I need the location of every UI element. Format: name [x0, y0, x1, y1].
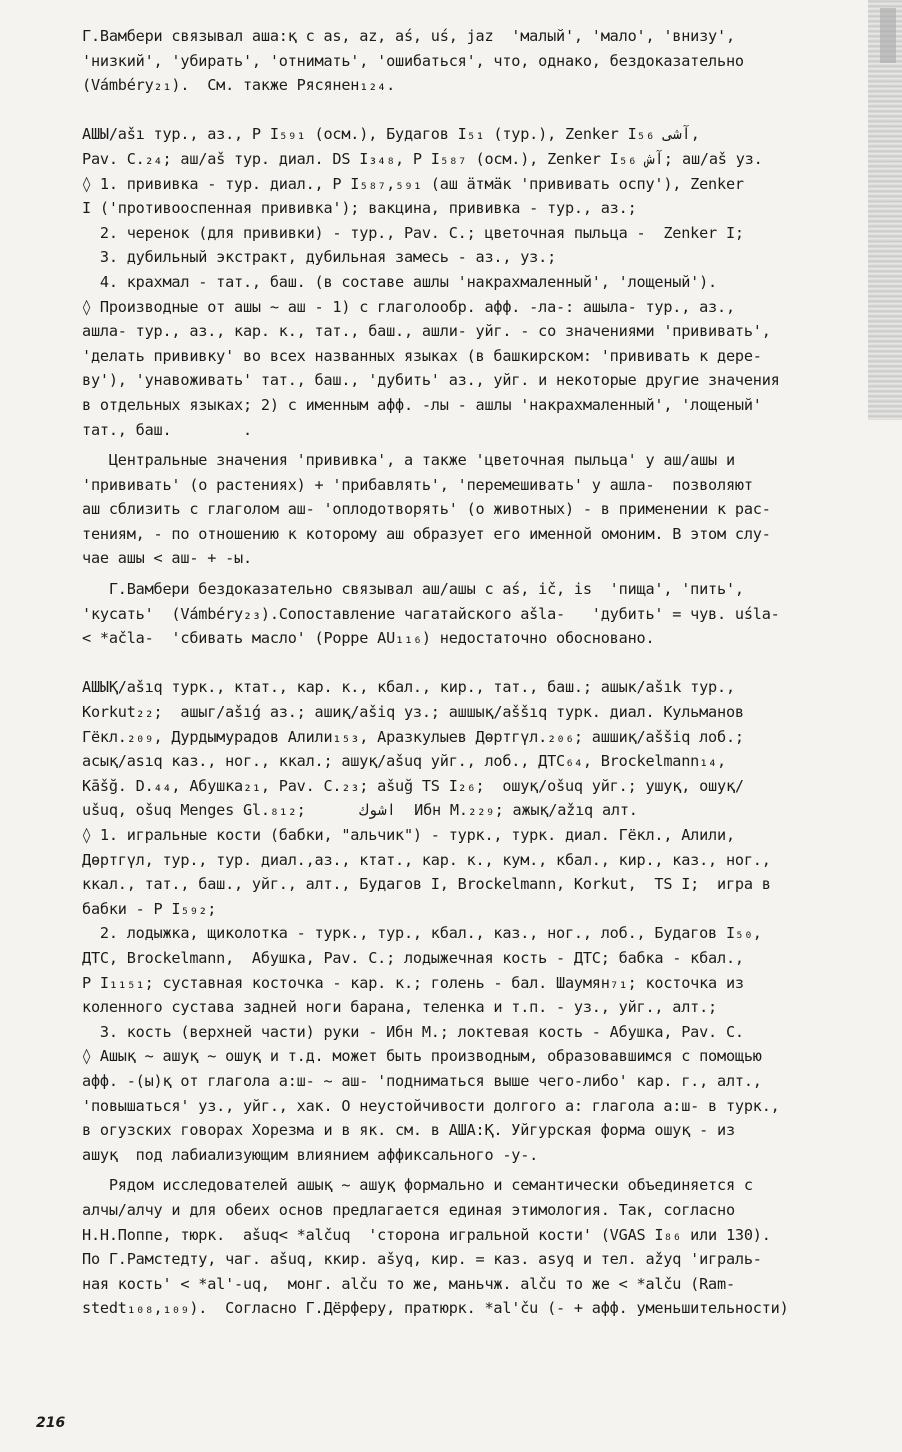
scan-edge-mark — [880, 8, 896, 63]
text-line: 'повышаться' уз., уйг., хак. О неустойчивости долгого а: глагола а:ш- в турк., — [82, 1096, 780, 1115]
text-line: ная кость' < *al'-uq, монг. alču то же, маньчж. alču то же < *alču (Ram- — [82, 1274, 735, 1293]
text-line: АШЫ/ašı тур., аз., Р I₅₉₁ (осм.), Будагов I₅₁ (тур.), Zenker I₅₆ آشى, — [82, 125, 700, 144]
text-line: асық/asıq каз., ног., ккал.; ашуқ/ašuq уйг., лоб., ДТС₆₄, Brockelmann₁₄, — [82, 752, 726, 771]
text-line: ◊ 1. игральные кости (бабки, "альчик") - турк., турк. диал. Гёкл., Алили, — [82, 826, 735, 844]
text-line: По Г.Рамстедту, чаг. ašuq, ккир. ašyq, кир. = каз. asyq и тел. ažyq 'играль- — [82, 1250, 762, 1269]
text-line: Pav. C.₂₄; аш/aš тур. диал. DS I₃₄₈, Р I₅₈₇ (осм.), Zenker I₅₆ آش; аш/aš уз. — [82, 149, 763, 168]
paragraph-gap — [82, 98, 882, 123]
text-line: ušuq, ošuq Menges Gl.₈₁₂; اشوك Ибн М.₂₂₉; ажық/ažıq алт. — [82, 801, 638, 820]
paragraph — [82, 577, 882, 651]
text-line: ДТС, Brockelmann, Абушка, Pav. C.; лодыжечная кость - ДТС; бабка - кбал., — [82, 948, 744, 967]
text-line: 'кусать' (Vámbéry₂₃).Сопоставление чагатайского ašla- 'дубить' = чув. uśla- — [82, 604, 780, 623]
text-line: Г.Вамбери бездоказательно связывал аш/ашы с aś, ič, is 'пища', 'пить', — [82, 580, 744, 599]
text-line: ву'), 'унавоживать' тат., баш., 'дубить' аз., уйг. и некоторые другие значения — [82, 371, 780, 390]
text-line: Р I₁₁₅₁; суставная косточка - кар. к.; голень - бал. Шаумян₇₁; косточка из — [82, 973, 744, 992]
text-line: Г.Вамбери связывал аша:қ с as, az, aś, uś, jaz 'малый', 'мало', 'внизу', — [82, 27, 735, 45]
text-line: тат., баш. . — [82, 420, 252, 439]
text-line: ашла- тур., аз., кар. к., тат., баш., ашли- уйг. - со значениями 'прививать', — [82, 322, 771, 341]
paragraph — [82, 1173, 882, 1321]
text-line: алчы/алчу и для обеих основ предлагается единая этимология. Так, согласно — [82, 1200, 735, 1219]
text-line: Центральные значения 'прививка', а также 'цветочная пыльца' у аш/ашы и — [82, 451, 735, 470]
paragraph-gap — [82, 651, 882, 676]
text-line: 3. кость (верхней части) руки - Ибн М.; локтевая кость - Абушка, Pav. C. — [82, 1022, 744, 1041]
text-line: тениям, - по отношению к которому аш образует его именной омоним. В этом слу- — [82, 524, 771, 543]
text-line: в огузских говорах Хорезма и в як. см. в АША:Қ. Уйгурская форма ошуқ - из — [82, 1121, 735, 1140]
text-line: stedt₁₀₈,₁₀₉). Согласно Г.Дёрферу, пратюрк. *al'ču (- + афф. уменьшительности) — [82, 1299, 789, 1318]
text-line: 2. черенок (для прививки) - тур., Pav. C.; цветочная пыльца - Zenker I; — [82, 223, 744, 242]
text-line: бабки - Р I₅₉₂; — [82, 899, 217, 918]
text-line: чае ашы < аш- + -ы. — [82, 549, 252, 568]
text-line: ◊ Ашық ~ ашуқ ~ ошуқ и т.д. может быть производным, образовавшимся с помощью — [82, 1047, 762, 1066]
text-line: коленного сустава задней ноги барана, теленка и т.п. - уз., уйг., алт.; — [82, 998, 717, 1017]
text-line: 4. крахмал - тат., баш. (в составе ашлы 'накрахмаленный', 'лощеный'). — [82, 272, 717, 291]
text-line: АШЫҚ/ašıq турк., ктат., кар. к., кбал., кир., тат., баш.; ашык/ašık тур., — [82, 678, 735, 697]
text-line: 'делать прививку' во всех названных языках (в башкирском: 'прививать к дере- — [82, 346, 762, 365]
text-line: Дөртгүл, тур., тур. диал.,аз., ктат., кар. к., кум., кбал., кир., каз., ног., — [82, 850, 771, 869]
paragraph — [82, 122, 882, 442]
text-line: 2. лодыжка, щиколотка - турк., тур., кбал., каз., ног., лоб., Будагов I₅₀, — [82, 924, 762, 943]
text-line: аш сблизить с глаголом аш- 'оплодотворять' (о животных) - в применении к рас- — [82, 500, 771, 519]
text-line: афф. -(ы)қ от глагола а:ш- ~ аш- 'подниматься выше чего-либо' кар. г., алт., — [82, 1071, 762, 1090]
text-line: ◊ Производные от ашы ~ аш - 1) с глаголообр. афф. -ла-: ашыла- тур., аз., — [82, 297, 735, 316]
paragraph — [82, 24, 882, 98]
paragraph — [82, 448, 882, 571]
text-line: 3. дубильный экстракт, дубильная замесь - аз., уз.; — [82, 248, 557, 267]
text-line: Рядом исследователей ашық ~ ашуқ формально и семантически объединяется с — [82, 1176, 753, 1195]
text-line: (Vámbéry₂₁). См. также Рясянен₁₂₄. — [82, 76, 396, 95]
text-line: 'низкий', 'убирать', 'отнимать', 'ошибаться', что, однако, бездоказательно — [82, 51, 744, 70]
page-number: 216 — [36, 1415, 66, 1431]
text-line: Н.Н.Поппе, тюрк. ašuq< *alčuq 'сторона игральной кости' (VGAS I₈₆ или 130). — [82, 1225, 771, 1244]
text-line: 'прививать' (о растениях) + 'прибавлять', 'перемешивать' у ашла- позволяют — [82, 475, 753, 494]
text-line: I ('противооспенная прививка'); вакцина, прививка - тур., аз.; — [82, 199, 637, 218]
dictionary-text-body — [82, 24, 882, 1321]
text-line: Kāšğ. D.₄₄, Абушка₂₁, Pav. C.₂₃; ašuğ TS I₂₆; ошуқ/ošuq уйг.; ушуқ, ошуқ/ — [82, 776, 744, 795]
text-line: < *ačla- 'сбивать масло' (Poppe AU₁₁₆) недостаточно обосновано. — [82, 629, 655, 648]
paragraph — [82, 675, 882, 1167]
text-line: Гёкл.₂₀₉, Дурдымурадов Алили₁₅₃, Аразкулыев Дөртгүл.₂₀₆; ашшиқ/aššiq лоб.; — [82, 727, 744, 746]
text-line: ккал., тат., баш., уйг., алт., Будагов I, Brockelmann, Korkut, TS I; игра в — [82, 875, 771, 894]
text-line: ◊ 1. прививка - тур. диал., Р I₅₈₇,₅₉₁ (аш äтмäк 'прививать оспу'), Zenker — [82, 174, 744, 193]
text-line: в отдельных языках; 2) с именным афф. -лы - ашлы 'накрахмаленный', 'лощеный' — [82, 395, 762, 414]
text-line: Korkut₂₂; ашыг/ašıǵ аз.; ашиқ/ašiq уз.; ашшық/aššıq турк. диал. Кульманов — [82, 703, 744, 722]
text-line: ашуқ под лабиализующим влиянием аффиксального -у-. — [82, 1145, 539, 1164]
